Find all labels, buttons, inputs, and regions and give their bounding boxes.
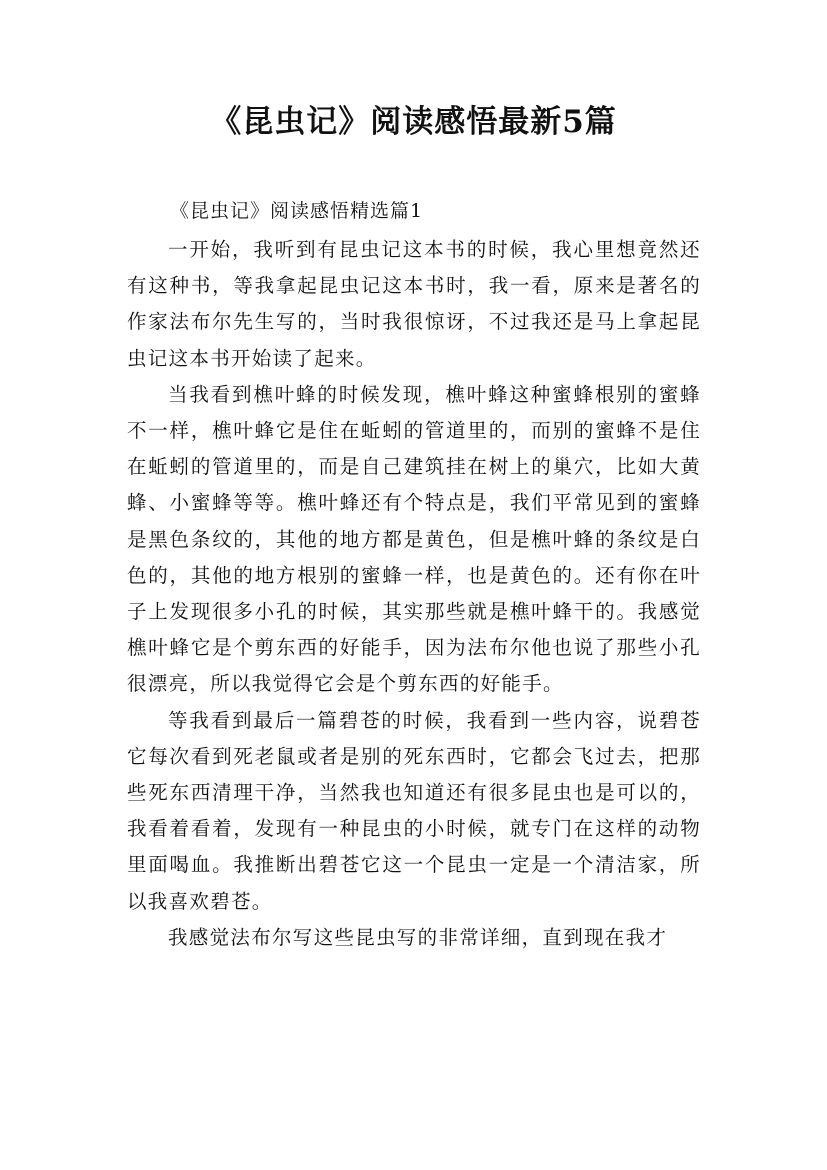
paragraph-2: 当我看到樵叶蜂的时候发现，樵叶蜂这种蜜蜂根别的蜜蜂不一样，樵叶蜂它是住在蚯蚓的管道里的，而别的蜜蜂不是住在蚯蚓的管道里的，而是自己建筑挂在树上的巢穴，比如大黄蜂、小蜜蜂等等。樵叶蜂还有个特点是，我们平常见到的蜜蜂是黑色条纹的，其他的地方都是黄色，但是樵叶蜂的条纹是白色的，其他的地方根别的蜜蜂一样，也是黄色的。还有你在叶子上发现很多小孔的时候，其实那些就是樵叶蜂干的。我感觉樵叶蜂它是个剪东西的好能手，因为法布尔他也说了那些小孔很漂亮，所以我觉得它会是个剪东西的好能手。 — [127, 382, 701, 696]
paragraph-4: 我感觉法布尔写这些昆虫写的非常详细，直到现在我才 — [168, 925, 668, 949]
body-text — [127, 232, 701, 956]
document-title: 《昆虫记》阅读感悟最新5篇 — [210, 104, 617, 140]
section-heading: 《昆虫记》阅读感悟精选篇1 — [170, 200, 424, 222]
paragraph-3: 等我看到最后一篇碧苍的时候，我看到一些内容，说碧苍它每次看到死老鼠或者是别的死东西时，它都会飞过去，把那些死东西清理干净，当然我也知道还有很多昆虫也是可以的，我看着看着，发现有一种昆虫的小时候，就专门在这样的动物里面喝血。我推断出碧苍它这一个昆虫一定是一个清洁家，所以我喜欢碧苍。 — [127, 708, 701, 913]
paragraph-1: 一开始，我听到有昆虫记这本书的时候，我心里想竟然还有这种书，等我拿起昆虫记这本书时，我一看，原来是著名的作家法布尔先生写的，当时我很惊讶，不过我还是马上拿起昆虫记这本书开始读了起来。 — [127, 238, 701, 370]
